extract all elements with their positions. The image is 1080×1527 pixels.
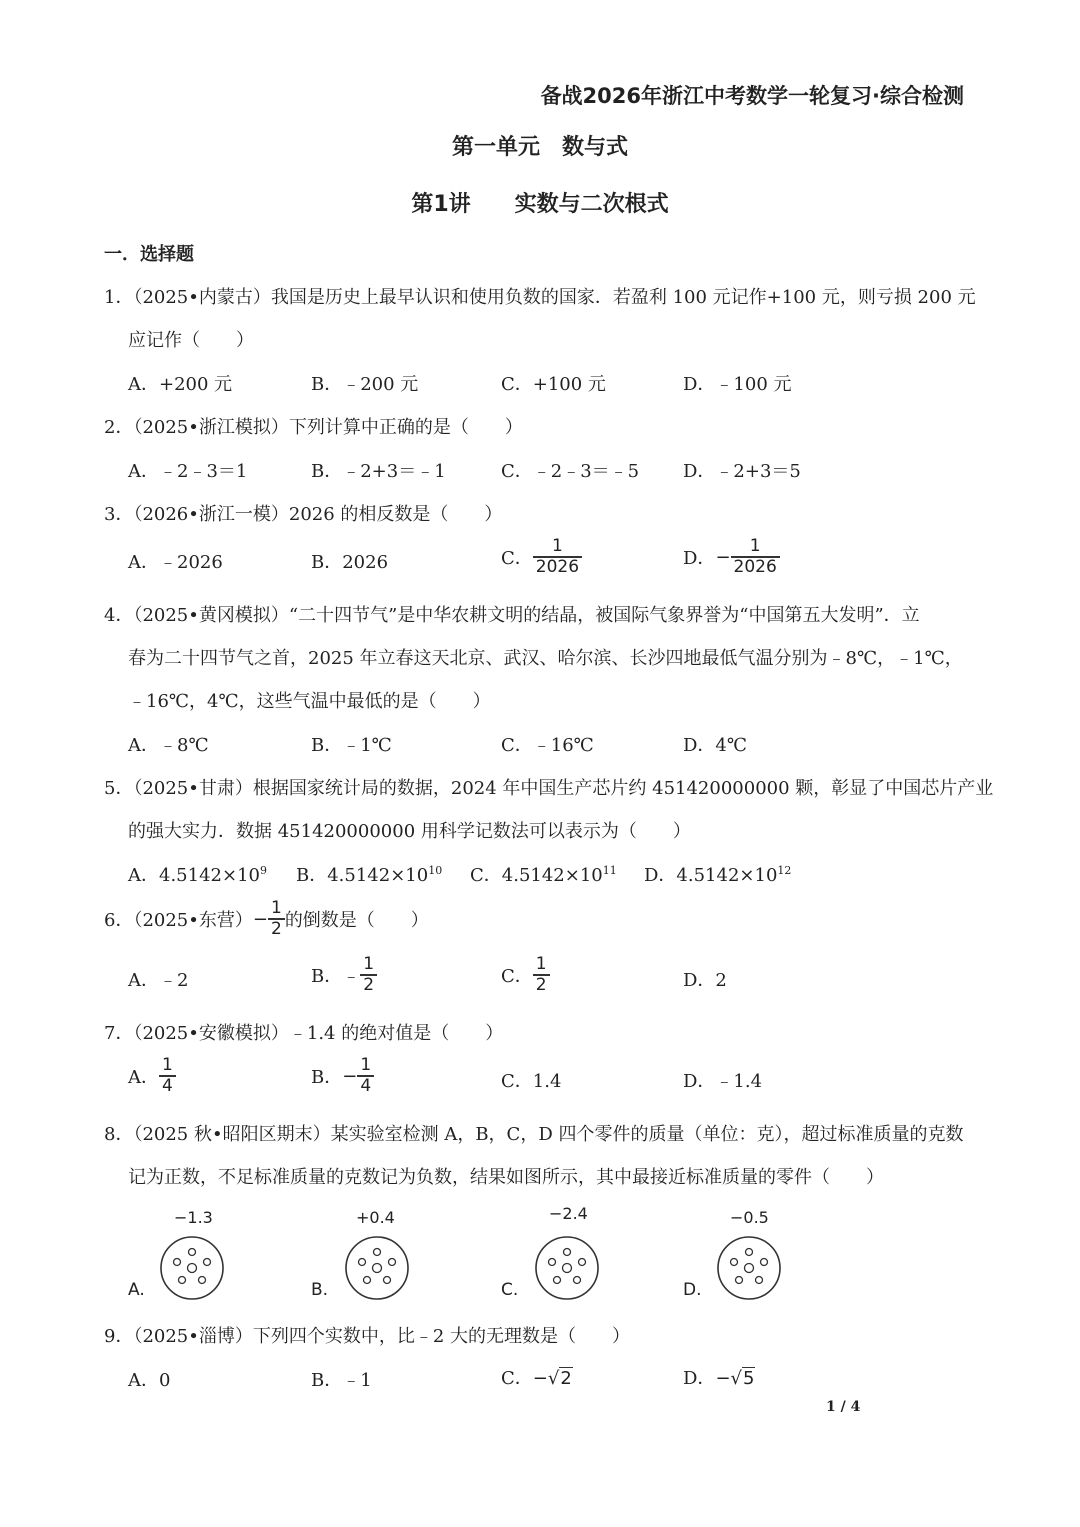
option-6-d[interactable]: D．2	[683, 970, 727, 991]
question-number: 2．	[104, 417, 134, 438]
question-6	[104, 900, 429, 938]
option-1-a[interactable]: A．+200 元	[128, 374, 233, 395]
question-2	[104, 413, 523, 439]
fraction	[159, 1057, 176, 1095]
figure-value: −2.4	[549, 1204, 588, 1223]
question-text: （2025•安徽模拟）﹣1.4 的绝对值是（ ）	[133, 1023, 504, 1044]
question-4-line2: 春为二十四节气之首，2025 年立春这天北京、武汉、哈尔滨、长沙四地最低气温分别为﹣8℃，﹣1℃，	[128, 648, 963, 669]
option-9-d[interactable]	[683, 1364, 755, 1390]
option-3-d[interactable]	[683, 538, 780, 576]
exponent: 10	[428, 864, 443, 877]
option-label: B．﹣	[311, 966, 361, 987]
denominator: 2	[535, 975, 547, 995]
denominator: 2026	[733, 557, 777, 577]
option-2-a[interactable]: A．﹣2﹣3＝1	[128, 461, 248, 482]
part-diagram-icon	[715, 1234, 783, 1302]
radical: −√5	[715, 1368, 755, 1389]
question-7	[104, 1019, 503, 1045]
question-text: （2025•浙江模拟）下列计算中正确的是（ ）	[133, 417, 523, 438]
denominator: 4	[162, 1076, 173, 1096]
numerator: 1	[363, 954, 375, 974]
fraction	[268, 900, 285, 938]
option-5-d[interactable]	[644, 861, 791, 887]
question-text: （2026•浙江一模）2026 的相反数是（ ）	[133, 504, 503, 525]
option-4-a[interactable]: A．﹣8℃	[128, 735, 209, 756]
minus-sign: −	[252, 908, 268, 930]
option-4-c[interactable]: C．﹣16℃	[501, 735, 594, 756]
question-5-line2: 的强大实力．数据 451420000000 用科学记数法可以表示为（ ）	[128, 821, 691, 842]
denominator: 4	[360, 1076, 372, 1096]
option-6-c[interactable]	[501, 956, 550, 994]
option-text: A．4.5142×10	[128, 865, 260, 886]
radical: −√2	[532, 1368, 572, 1389]
option-label: A．	[128, 1067, 159, 1088]
series-title: 备战2026年浙江中考数学一轮复习·综合检测	[540, 84, 964, 108]
option-3-a[interactable]: A．﹣2026	[128, 552, 223, 573]
question-text-suffix: 的倒数是（ ）	[284, 910, 429, 931]
denominator: 2	[363, 975, 375, 995]
figure-label: D.	[683, 1280, 702, 1300]
option-label: C．	[501, 548, 533, 569]
question-4-line3: ﹣16℃，4℃，这些气温中最低的是（ ）	[128, 691, 491, 712]
exponent: 11	[602, 864, 617, 877]
option-7-c[interactable]: C．1.4	[501, 1071, 562, 1092]
option-4-d[interactable]: D．4℃	[683, 735, 748, 756]
page-number: 1 / 4	[826, 1399, 861, 1415]
figure-label: A.	[128, 1280, 145, 1300]
question-9	[104, 1322, 630, 1348]
figure-a[interactable]	[128, 1208, 238, 1308]
option-1-b[interactable]: B．﹣200 元	[311, 374, 419, 395]
option-1-c[interactable]: C．+100 元	[501, 374, 606, 395]
option-7-a[interactable]	[128, 1057, 176, 1095]
numerator: 1	[270, 898, 282, 918]
figure-label: C.	[501, 1280, 519, 1300]
radicand: 2	[560, 1368, 572, 1389]
option-5-b[interactable]	[296, 861, 442, 887]
option-label: D．	[683, 1368, 716, 1389]
option-label: D．	[683, 548, 716, 569]
exponent: 12	[777, 864, 792, 877]
option-9-b[interactable]: B．﹣1	[311, 1370, 372, 1391]
question-3	[104, 500, 502, 526]
option-1-d[interactable]: D．﹣100 元	[683, 374, 792, 395]
question-1-line2: 应记作（ ）	[128, 330, 254, 351]
option-text: D．4.5142×10	[644, 865, 778, 886]
minus-sign: −	[342, 1065, 358, 1087]
option-text: B．4.5142×10	[296, 865, 429, 886]
option-2-c[interactable]: C．﹣2﹣3＝﹣5	[501, 461, 640, 482]
question-text: （2025•黄冈模拟）“二十四节气”是中华农耕文明的结晶，被国际气象界誉为“中国第五大发明”．立	[133, 605, 920, 626]
option-5-c[interactable]	[470, 861, 617, 887]
option-6-a[interactable]: A．﹣2	[128, 970, 189, 991]
question-number: 9．	[104, 1326, 134, 1347]
question-number: 3．	[104, 504, 134, 525]
option-6-b[interactable]	[311, 956, 377, 994]
question-5	[104, 774, 993, 800]
unit-title: 第一单元 数与式	[451, 135, 628, 160]
option-2-d[interactable]: D．﹣2+3＝5	[683, 461, 801, 482]
question-text: （2025•东营）	[133, 910, 253, 931]
part-diagram-icon	[158, 1234, 226, 1302]
fraction	[533, 956, 550, 994]
option-label: B．	[311, 1067, 343, 1088]
option-text: C．4.5142×10	[470, 865, 603, 886]
question-4	[104, 601, 920, 627]
option-9-c[interactable]	[501, 1364, 573, 1390]
question-number: 8．	[104, 1124, 134, 1145]
question-text: （2025 秋•昭阳区期末）某实验室检测 A，B，C，D 四个零件的质量（单位：克），超过标准质量的克数	[133, 1124, 964, 1145]
minus-sign: −	[532, 1368, 548, 1389]
option-label: C．	[501, 966, 533, 987]
question-8-line2: 记为正数，不足标准质量的克数记为负数，结果如图所示，其中最接近标准质量的零件（ ）	[128, 1167, 884, 1188]
part-diagram-icon	[343, 1234, 411, 1302]
numerator: 1	[360, 1055, 372, 1075]
option-3-c[interactable]	[501, 538, 582, 576]
figure-label: B.	[311, 1280, 329, 1300]
figure-value: +0.4	[356, 1208, 395, 1227]
question-text: （2025•甘肃）根据国家统计局的数据，2024 年中国生产芯片约 451420000000 颗，彰显了中国芯片产业	[133, 778, 994, 799]
option-label: C．	[501, 1368, 533, 1389]
question-8	[104, 1120, 963, 1146]
fraction	[360, 956, 377, 994]
exponent: 9	[259, 864, 267, 877]
numerator: 1	[535, 954, 547, 974]
option-5-a[interactable]	[128, 861, 267, 887]
question-1	[104, 283, 976, 309]
question-number: 7．	[104, 1023, 134, 1044]
minus-sign: −	[715, 1368, 731, 1389]
minus-sign: −	[715, 546, 731, 568]
numerator: 1	[552, 536, 563, 556]
question-number: 6．	[104, 910, 134, 931]
lesson-title: 第1讲 实数与二次根式	[411, 192, 669, 217]
question-number: 4．	[104, 605, 134, 626]
figure-value: −0.5	[730, 1208, 769, 1227]
denominator: 2	[270, 919, 282, 939]
option-3-b[interactable]: B．2026	[311, 552, 389, 573]
section-title: 一．选择题	[104, 244, 194, 265]
option-2-b[interactable]: B．﹣2+3＝﹣1	[311, 461, 446, 482]
numerator: 1	[162, 1055, 173, 1075]
part-diagram-icon	[533, 1234, 601, 1302]
question-number: 1．	[104, 287, 134, 308]
option-7-b[interactable]	[311, 1057, 374, 1095]
question-text: （2025•内蒙古）我国是历史上最早认识和使用负数的国家．若盈利 100 元记作+100 元，则亏损 200 元	[133, 287, 976, 308]
fraction	[533, 538, 582, 576]
figure-value: −1.3	[174, 1208, 213, 1227]
figure-d[interactable]	[683, 1208, 793, 1308]
option-9-a[interactable]: A．0	[128, 1370, 171, 1391]
radicand: 5	[743, 1368, 755, 1389]
fraction	[731, 538, 780, 576]
question-number: 5．	[104, 778, 134, 799]
fraction	[357, 1057, 374, 1095]
question-text: （2025•淄博）下列四个实数中，比﹣2 大的无理数是（ ）	[133, 1326, 631, 1347]
option-7-d[interactable]: D．﹣1.4	[683, 1071, 763, 1092]
denominator: 2026	[535, 557, 580, 577]
figure-c[interactable]	[501, 1204, 611, 1308]
figure-b[interactable]	[311, 1208, 421, 1308]
numerator: 1	[749, 536, 761, 556]
option-4-b[interactable]: B．﹣1℃	[311, 735, 392, 756]
